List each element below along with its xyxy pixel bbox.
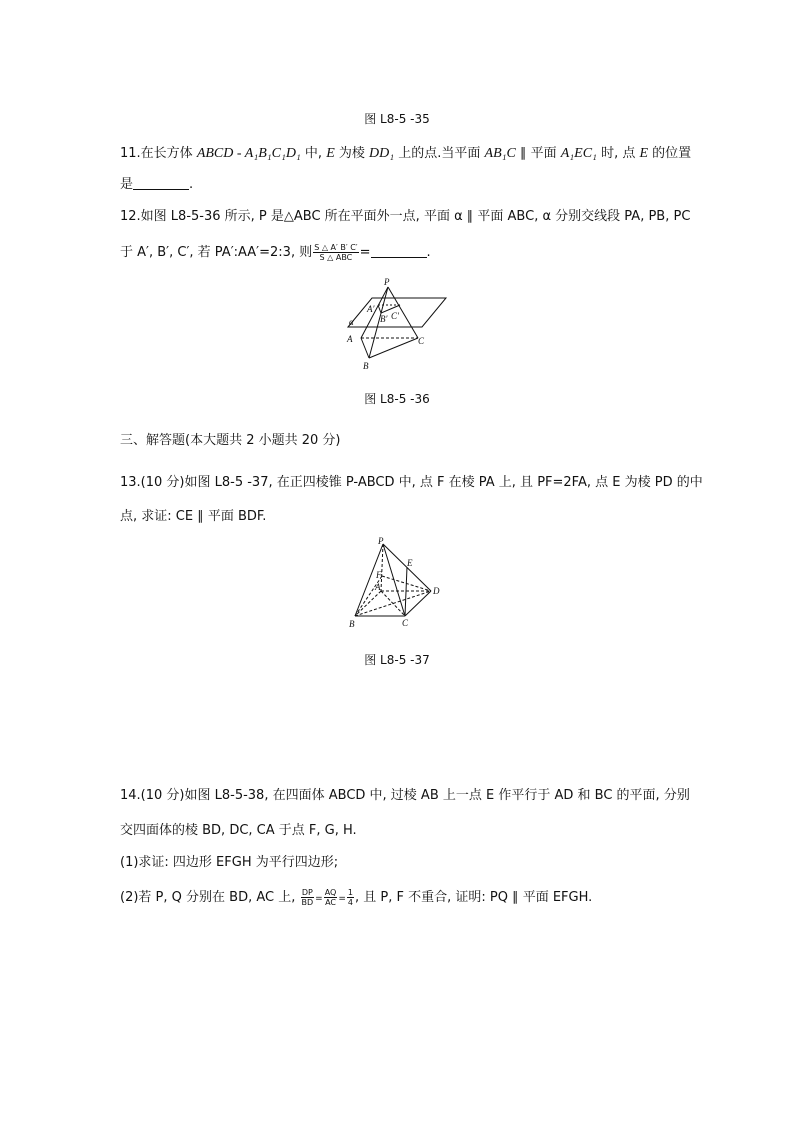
equals-sign: = [338, 894, 346, 904]
question-12-line-2 [120, 243, 431, 262]
question-11-line-2 [120, 176, 193, 194]
area-ratio-fraction [313, 243, 358, 262]
edge-ab-hidden [355, 591, 381, 616]
label-a-prime: A′ [367, 304, 375, 314]
fraction-denominator: 4 [347, 898, 353, 907]
q11-point-e: E [326, 146, 335, 161]
label-e: E [407, 558, 413, 568]
q11-point-e: E [639, 146, 649, 161]
equals-sign: = [315, 894, 323, 904]
question-12-line-1: 12.如图 L8-5-36 所示, P 是△ABC 所在平面外一点, 平面 α ∥ 平面 ABC, α 分别交线段 PA, PB, PC [120, 209, 691, 224]
q11-text: 时, 点 [596, 146, 640, 161]
label-alpha: α [349, 317, 354, 327]
figure-caption-35: 图 L8-5 -35 [364, 112, 430, 126]
q11-solid: ABCD - A₁B₁C₁D₁ [196, 146, 301, 161]
fraction-numerator: AQ [324, 888, 337, 897]
label-f: F [376, 570, 382, 580]
edge-pa-hidden [381, 544, 383, 591]
q11-plane-2: A₁EC₁ [560, 146, 597, 161]
ratio-aq-ac [324, 888, 338, 907]
fraction-denominator: S △ ABC [319, 253, 353, 262]
fraction-numerator: S △ A′ B′ C′ [314, 243, 358, 252]
label-a: A [347, 334, 353, 344]
q12-equals: = [359, 245, 371, 260]
q12-period: . [426, 245, 431, 260]
answer-blank-11[interactable] [133, 176, 189, 190]
label-b: B [363, 361, 369, 371]
question-13-line-1: 13.(10 分)如图 L8-5 -37, 在正四棱锥 P-ABCD 中, 点 F 在棱 PA 上, 且 PF=2FA, 点 E 为棱 PD 的中 [120, 475, 703, 490]
question-14-part-2 [120, 888, 592, 908]
label-a: A [375, 582, 381, 592]
fraction-denominator: BD [301, 898, 314, 907]
q11-text: 的位置 [648, 146, 692, 161]
edge-a1b1 [378, 305, 381, 313]
q11-edge: DD₁ [369, 146, 395, 161]
q12-text: 于 A′, B′, C′, 若 PA′:AA′=2:3, 则 [120, 245, 313, 260]
edge-bc [369, 338, 418, 358]
diag-bd-hidden [355, 591, 431, 616]
q11-text: ∥ 平面 [515, 146, 561, 161]
fraction-numerator: DP [301, 888, 313, 897]
fraction-numerator: 1 [347, 888, 353, 897]
label-b: B [349, 619, 355, 629]
q11-period: . [189, 177, 194, 192]
question-13-line-2: 点, 求证: CE ∥ 平面 BDF. [120, 509, 267, 524]
q11-plane-1: AB₁C [484, 146, 516, 161]
label-c-prime: C′ [391, 311, 399, 321]
fraction-denominator: AC [325, 898, 336, 907]
ratio-one-quarter [347, 888, 354, 907]
question-11-line-1 [120, 145, 691, 163]
q11-text: 上的点.当平面 [394, 146, 485, 161]
label-c: C [402, 618, 409, 628]
label-c: C [418, 336, 425, 346]
q11-text: 中, [300, 146, 327, 161]
question-14-line-1: 14.(10 分)如图 L8-5-38, 在四面体 ABCD 中, 过棱 AB 上一点 E 作平行于 AD 和 BC 的平面, 分别 [120, 788, 690, 803]
answer-blank-12[interactable] [371, 244, 427, 258]
label-p: P [384, 277, 390, 287]
figure-caption-36: 图 L8-5 -36 [364, 392, 430, 406]
edge-pa [361, 287, 388, 338]
section-heading: 三、解答题(本大题共 2 小题共 20 分) [120, 433, 341, 448]
q11-text: 是 [120, 177, 134, 192]
ratio-dp-bd [301, 888, 315, 907]
figure-36 [340, 276, 455, 372]
figure-caption-37: 图 L8-5 -37 [364, 653, 430, 667]
label-p: P [378, 536, 384, 546]
edge-pb [355, 544, 383, 616]
q14-text: (2)若 P, Q 分别在 BD, AC 上, [120, 890, 296, 905]
edge-ab [361, 338, 369, 358]
q14-text: , 且 P, F 不重合, 证明: PQ ∥ 平面 EFGH. [354, 890, 593, 905]
question-14-part-1: (1)求证: 四边形 EFGH 为平行四边形; [120, 855, 339, 870]
label-d: D [433, 586, 440, 596]
q11-text: 11.在长方体 [120, 146, 197, 161]
figure-37 [344, 536, 454, 632]
question-14-line-2: 交四面体的棱 BD, DC, CA 于点 F, G, H. [120, 823, 357, 838]
label-b-prime: B′ [380, 314, 388, 324]
q11-text: 为棱 [334, 146, 370, 161]
